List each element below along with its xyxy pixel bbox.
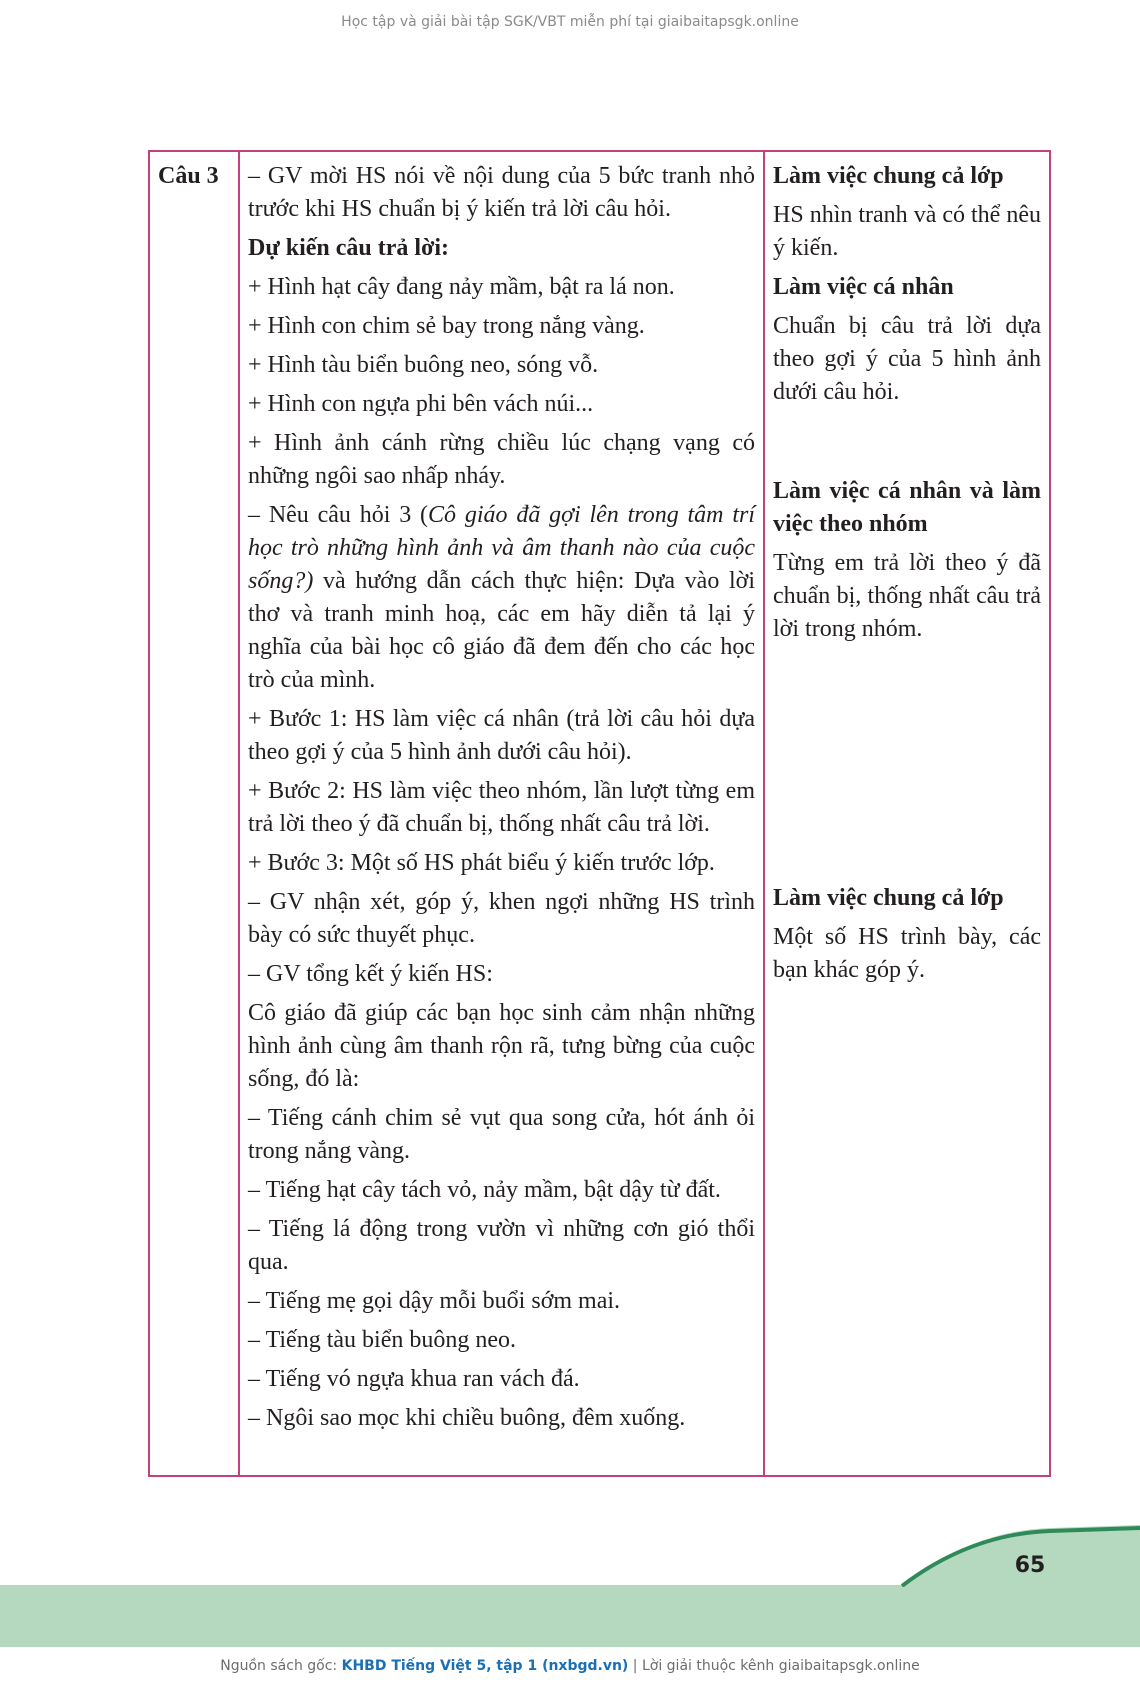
spacer (773, 415, 1041, 475)
list-item: – Ngôi sao mọc khi chiều buông, đêm xuống. (248, 1405, 686, 1431)
list-item: + Hình ảnh cánh rừng chiều lúc chạng vạng có những ngôi sao nhấp nháy. (248, 430, 755, 489)
side-heading: Làm việc chung cả lớp (773, 163, 1004, 189)
source-prefix: Nguồn sách gốc: (220, 1658, 342, 1674)
side-heading: Làm việc cá nhân và làm việc theo nhóm (773, 478, 1041, 537)
list-item: + Hình tàu biển buông neo, sóng vỗ. (248, 352, 599, 378)
step-2: + Bước 2: HS làm việc theo nhóm, lần lượt từng em trả lời theo ý đã chuẩn bị, thống nhất câu trả lời. (248, 778, 755, 837)
side-text: Một số HS trình bày, các bạn khác góp ý. (773, 924, 1041, 983)
list-item: – Tiếng tàu biển buông neo. (248, 1327, 516, 1353)
teacher-activities-cell (239, 151, 764, 1476)
footer-band (0, 1585, 1140, 1647)
source-suffix: | Lời giải thuộc kênh giaibaitapsgk.online (628, 1658, 920, 1674)
page-number: 65 (1014, 1553, 1046, 1578)
list-item: – Tiếng mẹ gọi dậy mỗi buổi sớm mai. (248, 1288, 621, 1314)
list-item: – Tiếng vó ngựa khua ran vách đá. (248, 1366, 580, 1392)
main-paragraph: – GV nhận xét, góp ý, khen ngợi những HS trình bày có sức thuyết phục. (248, 889, 755, 948)
list-item: – Tiếng cánh chim sẻ vụt qua song cửa, hót ánh ỏi trong nắng vàng. (248, 1105, 755, 1164)
student-activities-cell (764, 151, 1050, 1476)
top-watermark-note: Học tập và giải bài tập SGK/VBT miễn phí tại giaibaitapsgk.online (341, 14, 799, 30)
summary-paragraph: Cô giáo đã giúp các bạn học sinh cảm nhận những hình ảnh cùng âm thanh rộn rã, tưng bừng của cuộc sống, đó là: (248, 1000, 755, 1092)
question-3-intro: – Nêu câu hỏi 3 ( (248, 502, 429, 528)
main-paragraph: – GV mời HS nói về nội dung của 5 bức tranh nhỏ trước khi HS chuẩn bị ý kiến trả lời câu hỏi. (248, 163, 755, 222)
bottom-source-note (0, 1658, 1140, 1674)
source-link[interactable]: KHBD Tiếng Việt 5, tập 1 (nxbgd.vn) (341, 1658, 629, 1674)
step-1: + Bước 1: HS làm việc cá nhân (trả lời câu hỏi dựa theo gợi ý của 5 hình ảnh dưới câu hỏi). (248, 706, 755, 765)
list-item: + Hình hạt cây đang nảy mầm, bật ra lá non. (248, 274, 675, 300)
list-item: – Tiếng hạt cây tách vỏ, nảy mầm, bật dậy từ đất. (248, 1177, 721, 1203)
side-heading: Làm việc chung cả lớp (773, 885, 1004, 911)
step-3: + Bước 3: Một số HS phát biểu ý kiến trước lớp. (248, 850, 715, 876)
lesson-table (148, 150, 1051, 1477)
side-text: Từng em trả lời theo ý đã chuẩn bị, thống nhất câu trả lời trong nhóm. (773, 550, 1041, 642)
question-3-paragraph (248, 499, 755, 697)
spacer (773, 652, 1041, 882)
question-3-instructions: và hướng dẫn cách thực hiện: Dựa vào lời thơ và tranh minh hoạ, các em hãy diễn tả lại ý nghĩa của bài học cô giáo đã đem đến cho các học trò của mình. (248, 568, 755, 693)
side-text: HS nhìn tranh và có thể nêu ý kiến. (773, 202, 1041, 261)
question-label: Câu 3 (149, 151, 239, 1476)
list-item: – Tiếng lá động trong vườn vì những cơn gió thổi qua. (248, 1216, 755, 1275)
list-item: + Hình con ngựa phi bên vách núi... (248, 391, 594, 417)
side-text: Chuẩn bị câu trả lời dựa theo gợi ý của 5 hình ảnh dưới câu hỏi. (773, 313, 1041, 405)
main-paragraph: – GV tổng kết ý kiến HS: (248, 961, 493, 987)
side-heading: Làm việc cá nhân (773, 274, 954, 300)
expected-answer-heading: Dự kiến câu trả lời: (248, 235, 450, 261)
table-row (149, 151, 1050, 1476)
list-item: + Hình con chim sẻ bay trong nắng vàng. (248, 313, 645, 339)
question-3-text: Cô giáo đã gợi lên trong tâm trí học trò những hình ảnh và âm thanh nào của cuộc sống?) (248, 502, 756, 594)
